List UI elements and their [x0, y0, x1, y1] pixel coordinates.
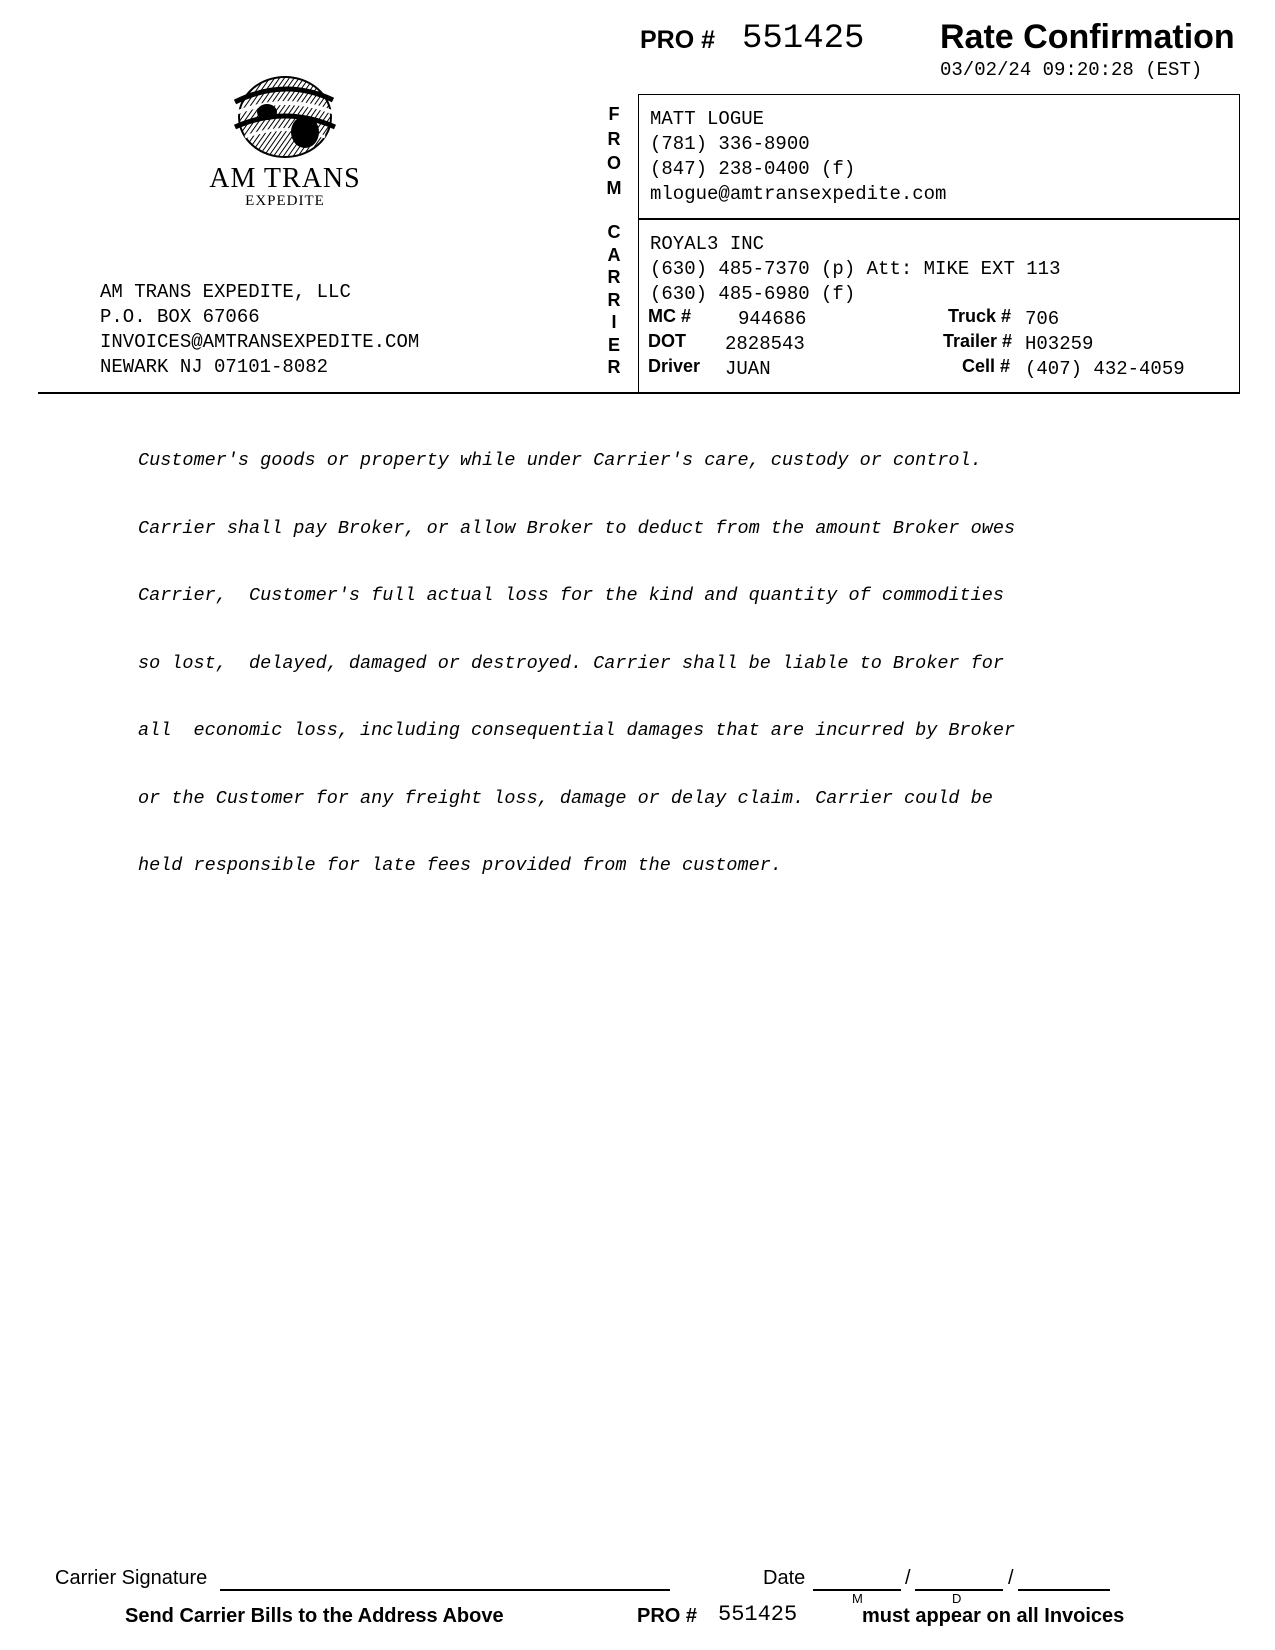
- truck-label: Truck #: [948, 306, 1012, 326]
- page-title: Rate Confirmation: [940, 18, 1235, 56]
- date-slash-2: /: [1008, 1567, 1014, 1589]
- date-year-line: [1018, 1589, 1110, 1591]
- broker-city: NEWARK NJ 07101-8082: [100, 356, 329, 378]
- box-divider: [638, 218, 1240, 220]
- signature-line: [220, 1589, 670, 1591]
- mc-value: 944686: [738, 308, 807, 330]
- terms-paragraph: Customer's goods or property while under Carrier's care, custody or control. Carrier shall pay Broker, or allow Broker to deduct from the amount Broker owes Carrier, Customer's full actual loss for the kind and quantity of commodities so lost, delayed, damaged or destroyed. Carrier shall be liable to Broker for all economic loss, including consequential damages that are incurred by Broker or the Customer for any freight loss, damage or delay claim. Carrier could be held responsible for late fees provided from the customer.: [138, 450, 1016, 876]
- carrier-phone: (630) 485-7370 (p) Att: MIKE EXT 113: [650, 258, 1061, 280]
- trailer-value: H03259: [1025, 333, 1094, 355]
- cell-label: Cell #: [962, 356, 1011, 376]
- carrier-fax: (630) 485-6980 (f): [650, 283, 856, 305]
- dot-label: DOT: [648, 331, 686, 351]
- from-vertical-label: F R O M: [606, 104, 622, 198]
- date-slash-1: /: [905, 1567, 911, 1589]
- from-phone: (781) 336-8900: [650, 133, 810, 155]
- date-month-label: M: [852, 1591, 863, 1606]
- send-bills-note: Send Carrier Bills to the Address Above: [125, 1605, 504, 1627]
- carrier-name: ROYAL3 INC: [650, 233, 765, 255]
- mc-label: MC #: [648, 306, 692, 326]
- driver-value: JUAN: [725, 358, 771, 380]
- driver-label: Driver: [648, 356, 701, 376]
- truck-value: 706: [1025, 308, 1060, 330]
- from-fax: (847) 238-0400 (f): [650, 158, 856, 180]
- footer-pro-label: PRO #: [637, 1605, 698, 1627]
- date-day-label: D: [952, 1591, 962, 1606]
- broker-po-box: P.O. BOX 67066: [100, 306, 260, 328]
- timestamp: 03/02/24 09:20:28 (EST): [940, 59, 1203, 81]
- dot-value: 2828543: [725, 333, 805, 355]
- invoice-requirement-note: must appear on all Invoices: [862, 1605, 1125, 1627]
- broker-name: AM TRANS EXPEDITE, LLC: [100, 281, 351, 303]
- carrier-vertical-label: C A R R I E R: [607, 222, 621, 377]
- pro-number: 551425: [742, 20, 865, 58]
- pro-label: PRO #: [640, 26, 716, 54]
- trailer-label: Trailer #: [943, 331, 1013, 351]
- header-rule: [38, 392, 1240, 394]
- from-name: MATT LOGUE: [650, 108, 765, 130]
- logo-subtext: EXPEDITE: [245, 193, 325, 209]
- carrier-signature-label: Carrier Signature: [55, 1567, 208, 1589]
- broker-email: INVOICES@AMTRANSEXPEDITE.COM: [100, 331, 420, 353]
- cell-value: (407) 432-4059: [1025, 358, 1185, 380]
- footer-pro-number: 551425: [718, 1602, 798, 1627]
- date-label: Date: [763, 1567, 806, 1589]
- from-email: mlogue@amtransexpedite.com: [650, 183, 947, 205]
- logo-text: AM TRANS: [209, 163, 361, 194]
